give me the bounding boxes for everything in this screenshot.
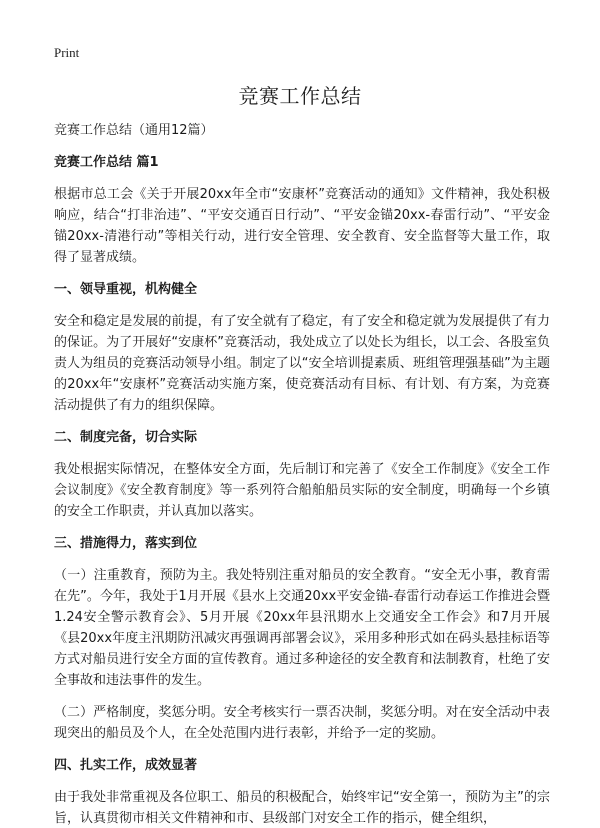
intro-paragraph: 根据市总工会《关于开展20xx年全市“安康杯”竞赛活动的通知》文件精神，我处积极响应，结合“打非治违”、“平安交通百日行动”、“平安金锚20xx-春雷行动”、“平安金锚20xx-清港行动”等相关行动，进行安全管理、安全教育、安全监督等大量工作，取得了显著成绩。 [54,187,550,265]
section-1-paragraph-1: 安全和稳定是发展的前提，有了安全就有了稳定，有了安全和稳定就为发展提供了有力的保证。为了开展好“安康杯”竞赛活动，我处成立了以处长为组长，以工会、各股室负责人为组员的竞赛活动领导小组。制定了以“安全培训提素质、班组管理强基础”为主题的20xx年“安康杯”竞赛活动实施方案，使竞赛活动有目标、有计划、有方案，为竞赛活动提供了有力的组织保障。 [54,314,550,413]
section-heading-3: 三、措施得力，落实到位 [54,536,198,551]
section-3-paragraph-2: （二）严格制度，奖惩分明。安全考核实行一票否决制，奖惩分明。对在安全活动中表现突出的船员及个人，在全处范围内进行表彰，并给予一定的奖励。 [54,705,550,741]
section-2-paragraph-1: 我处根据实际情况，在整体安全方面，先后制订和完善了《安全工作制度》《安全工作会议制度》《安全教育制度》等一系列符合船舶船员实际的安全制度，明确每一个乡镇的安全工作职责，并认真加以落实。 [54,462,550,519]
section-4-paragraph-1: 由于我处非常重视及各位职工、船员的积极配合，始终牢记“安全第一，预防为主”的宗旨，认真贯彻市相关文件精神和市、县级部门对安全工作的指示，健全组织， [54,790,550,826]
article-heading: 竞赛工作总结 篇1 [54,155,159,170]
print-link[interactable]: Print [54,45,80,60]
document-subtitle: 竞赛工作总结（通用12篇） [54,123,214,138]
page-title: 竞赛工作总结 [238,84,362,108]
section-heading-4: 四、扎实工作，成效显著 [54,758,198,773]
document-body [54,120,550,828]
section-heading-2: 二、制度完备，切合实际 [54,430,198,445]
section-heading-1: 一、领导重视，机构健全 [54,282,198,297]
section-3-paragraph-1: （一）注重教育，预防为主。我处特别注重对船员的安全教育。“安全无小事，教育需在先”。今年，我处于1月开展《县水上交通20xx平安金锚-春雷行动春运工作推进会暨1.24安全警示教育会》、5月开展《20xx年县汛期水上交通安全工作会》和7月开展《县20xx年度主汛期防汛减灾再强调再部署会议》，采用多种形式如在码头悬挂标语等方式对船员进行安全方面的宣传教育。通过多种途径的安全教育和法制教育，杜绝了安全事故和违法事件的发生。 [54,568,550,688]
